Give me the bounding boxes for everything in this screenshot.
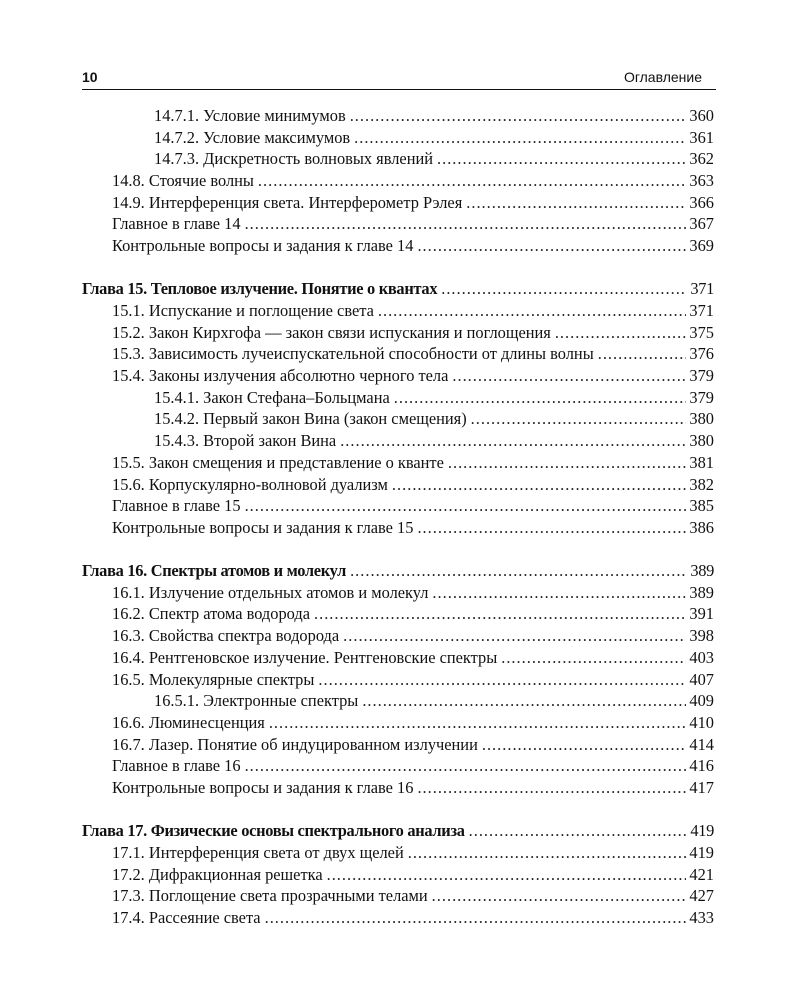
toc-entry[interactable] — [82, 148, 714, 170]
toc-entry-title: 14.7.2. Условие максимумов — [154, 127, 351, 147]
page-number: 10 — [82, 69, 98, 85]
toc-entry-page: 421 — [689, 864, 714, 884]
toc-entry-page: 389 — [689, 582, 714, 602]
toc-entry-title: 15.1. Испускание и поглощение света — [112, 301, 374, 320]
dot-leader — [327, 864, 687, 886]
toc-entry-page: 367 — [689, 214, 714, 234]
toc-entry-title: 15.4. Законы излучения абсолютно черного тела — [112, 366, 449, 386]
dot-leader — [318, 669, 686, 691]
toc-entry[interactable] — [82, 430, 714, 452]
toc-entry[interactable] — [82, 170, 714, 192]
toc-entry-page: 433 — [689, 907, 714, 927]
toc-entry-page: 371 — [689, 301, 714, 320]
toc-entry-page: 363 — [689, 171, 714, 191]
toc-entry-title: 16.7. Лазер. Понятие об индуцированном излучении — [112, 734, 478, 754]
toc-entry[interactable] — [82, 192, 714, 214]
section-title: Оглавление — [623, 69, 702, 85]
toc-entry[interactable] — [82, 300, 714, 322]
dot-leader — [340, 430, 686, 452]
toc-entry[interactable] — [82, 907, 714, 929]
toc-entry[interactable] — [82, 495, 714, 517]
toc-entry[interactable] — [82, 127, 714, 149]
toc-entry-title: 16.4. Рентгеновское излучение. Рентгеновские спектры — [112, 647, 498, 667]
toc-entry[interactable] — [82, 387, 714, 409]
toc-entry-page: 379 — [689, 366, 714, 386]
toc-entry[interactable] — [82, 842, 714, 864]
toc-entry[interactable] — [82, 755, 714, 777]
dot-leader — [432, 885, 687, 907]
toc-entry-title: 14.9. Интерференция света. Интерферометр Рэлея — [112, 192, 463, 212]
dot-leader — [408, 842, 687, 864]
dot-leader — [314, 603, 686, 625]
toc-entry[interactable] — [82, 343, 714, 365]
toc-entry-title: 15.2. Закон Кирхгофа — закон связи испускания и поглощения — [112, 322, 551, 342]
toc-entry-title: 15.4.2. Первый закон Вина (закон смещения) — [154, 409, 467, 429]
dot-leader — [432, 582, 686, 604]
dot-leader — [417, 517, 686, 539]
toc-entry-page: 362 — [689, 149, 714, 169]
dot-leader — [343, 625, 686, 647]
toc-entry-page: 379 — [689, 387, 714, 407]
toc-entry-title: 16.5. Молекулярные спектры — [112, 669, 315, 689]
dot-leader — [258, 170, 686, 192]
toc-entry-page: 398 — [689, 626, 714, 646]
header-rule — [82, 89, 716, 90]
toc-entry-title: 17.1. Интерференция света от двух щелей — [112, 842, 404, 862]
toc-entry[interactable] — [82, 712, 714, 734]
dot-leader — [417, 777, 686, 799]
dot-leader — [417, 235, 686, 257]
toc-entry[interactable] — [82, 474, 714, 496]
toc-entry-page: 403 — [689, 647, 714, 667]
running-head — [82, 66, 702, 88]
toc-entry-title: 15.4.1. Закон Стефана–Больцмана — [154, 387, 390, 407]
toc-entry[interactable] — [82, 734, 714, 756]
toc-entry-page: 417 — [689, 777, 714, 797]
toc-entry-page: 391 — [689, 604, 714, 624]
toc-chapter-entry[interactable] — [82, 278, 714, 300]
dot-leader — [598, 343, 687, 365]
toc-entry-title: 15.6. Корпускулярно-волновой дуализм — [112, 474, 388, 494]
dot-leader — [394, 387, 687, 409]
toc-entry-page: 409 — [689, 691, 714, 711]
toc-entry-page: 414 — [689, 734, 714, 754]
dot-leader — [452, 365, 686, 387]
toc-entry-title: Главное в главе 16 — [112, 756, 241, 776]
toc-entry-page: 389 — [690, 561, 714, 581]
dot-leader — [245, 495, 687, 517]
dot-leader — [469, 820, 688, 842]
toc-entry-title: 16.2. Спектр атома водорода — [112, 604, 310, 624]
toc-entry-page: 376 — [689, 344, 714, 364]
toc-entry-title: 14.7.3. Дискретность волновых явлений — [154, 149, 434, 169]
toc-entry-title: Глава 17. Физические основы спектрального анализа — [82, 821, 465, 841]
table-of-contents — [82, 105, 714, 929]
dot-leader — [354, 127, 686, 149]
toc-entry[interactable] — [82, 603, 714, 625]
dot-leader — [245, 755, 687, 777]
toc-entry-page: 361 — [689, 127, 714, 147]
toc-entry-page: 369 — [689, 236, 714, 256]
toc-entry[interactable] — [82, 647, 714, 669]
toc-entry-title: Главное в главе 15 — [112, 496, 241, 516]
toc-entry-title: Контрольные вопросы и задания к главе 15 — [112, 517, 414, 537]
toc-entry-page: 419 — [689, 842, 714, 862]
toc-entry-page: 366 — [689, 192, 714, 212]
toc-chapter-entry[interactable] — [82, 560, 714, 582]
toc-entry-title: Глава 16. Спектры атомов и молекул — [82, 561, 347, 581]
toc-entry-page: 407 — [689, 669, 714, 689]
toc-entry-page: 371 — [690, 279, 714, 299]
toc-entry-title: 17.4. Рассеяние света — [112, 907, 261, 927]
dot-leader — [466, 192, 686, 214]
toc-entry[interactable] — [82, 105, 714, 127]
toc-entry-title: 14.7.1. Условие минимумов — [154, 106, 346, 125]
toc-entry-page: 419 — [690, 821, 714, 841]
toc-entry-title: 16.1. Излучение отдельных атомов и молекул — [112, 582, 429, 602]
dot-leader — [437, 148, 686, 170]
toc-entry-title: 15.4.3. Второй закон Вина — [154, 431, 337, 451]
toc-entry[interactable] — [82, 690, 714, 712]
toc-entry[interactable] — [82, 365, 714, 387]
dot-leader — [448, 452, 687, 474]
toc-entry-title: Контрольные вопросы и задания к главе 14 — [112, 236, 414, 256]
toc-entry-page: 427 — [689, 886, 714, 906]
toc-entry-title: 15.3. Зависимость лучеиспускательной способности от длины волны — [112, 344, 594, 364]
toc-entry[interactable] — [82, 582, 714, 604]
toc-entry-title: 16.3. Свойства спектра водорода — [112, 626, 340, 646]
toc-entry[interactable] — [82, 235, 714, 257]
toc-entry[interactable] — [82, 864, 714, 886]
dot-leader — [265, 907, 687, 929]
toc-entry-page: 380 — [689, 409, 714, 429]
toc-entry-title: 15.5. Закон смещения и представление о кванте — [112, 452, 444, 472]
toc-entry-title: 16.5.1. Электронные спектры — [154, 691, 359, 711]
toc-entry-title: 14.8. Стоячие волны — [112, 171, 254, 191]
dot-leader — [362, 690, 686, 712]
toc-entry-page: 375 — [689, 322, 714, 342]
toc-entry-page: 381 — [689, 452, 714, 472]
dot-leader — [392, 474, 686, 496]
toc-entry-title: Глава 15. Тепловое излучение. Понятие о квантах — [82, 279, 438, 299]
dot-leader — [350, 105, 687, 127]
toc-entry-page: 382 — [689, 474, 714, 494]
dot-leader — [269, 712, 687, 734]
toc-entry-title: Контрольные вопросы и задания к главе 16 — [112, 777, 414, 797]
toc-entry-page: 360 — [689, 106, 714, 125]
dot-leader — [378, 300, 687, 322]
toc-entry-page: 385 — [689, 496, 714, 516]
toc-entry[interactable] — [82, 885, 714, 907]
toc-entry-page: 416 — [689, 756, 714, 776]
toc-entry-title: 17.3. Поглощение света прозрачными телами — [112, 886, 428, 906]
toc-entry[interactable] — [82, 625, 714, 647]
toc-entry[interactable] — [82, 213, 714, 235]
toc-chapter-entry[interactable] — [82, 820, 714, 842]
dot-leader — [471, 408, 687, 430]
dot-leader — [501, 647, 686, 669]
dot-leader — [482, 734, 687, 756]
dot-leader — [441, 278, 687, 300]
toc-entry[interactable] — [82, 669, 714, 691]
toc-entry-title: Главное в главе 14 — [112, 214, 241, 234]
toc-entry[interactable] — [82, 777, 714, 799]
toc-entry-page: 410 — [689, 712, 714, 732]
toc-entry-title: 16.6. Люминесценция — [112, 712, 265, 732]
toc-entry[interactable] — [82, 322, 714, 344]
dot-leader — [555, 322, 687, 344]
toc-entry-page: 386 — [689, 517, 714, 537]
toc-entry[interactable] — [82, 517, 714, 539]
dot-leader — [350, 560, 687, 582]
toc-entry[interactable] — [82, 408, 714, 430]
toc-entry-page: 380 — [689, 431, 714, 451]
toc-entry-title: 17.2. Дифракционная решетка — [112, 864, 323, 884]
toc-entry[interactable] — [82, 452, 714, 474]
dot-leader — [245, 213, 687, 235]
